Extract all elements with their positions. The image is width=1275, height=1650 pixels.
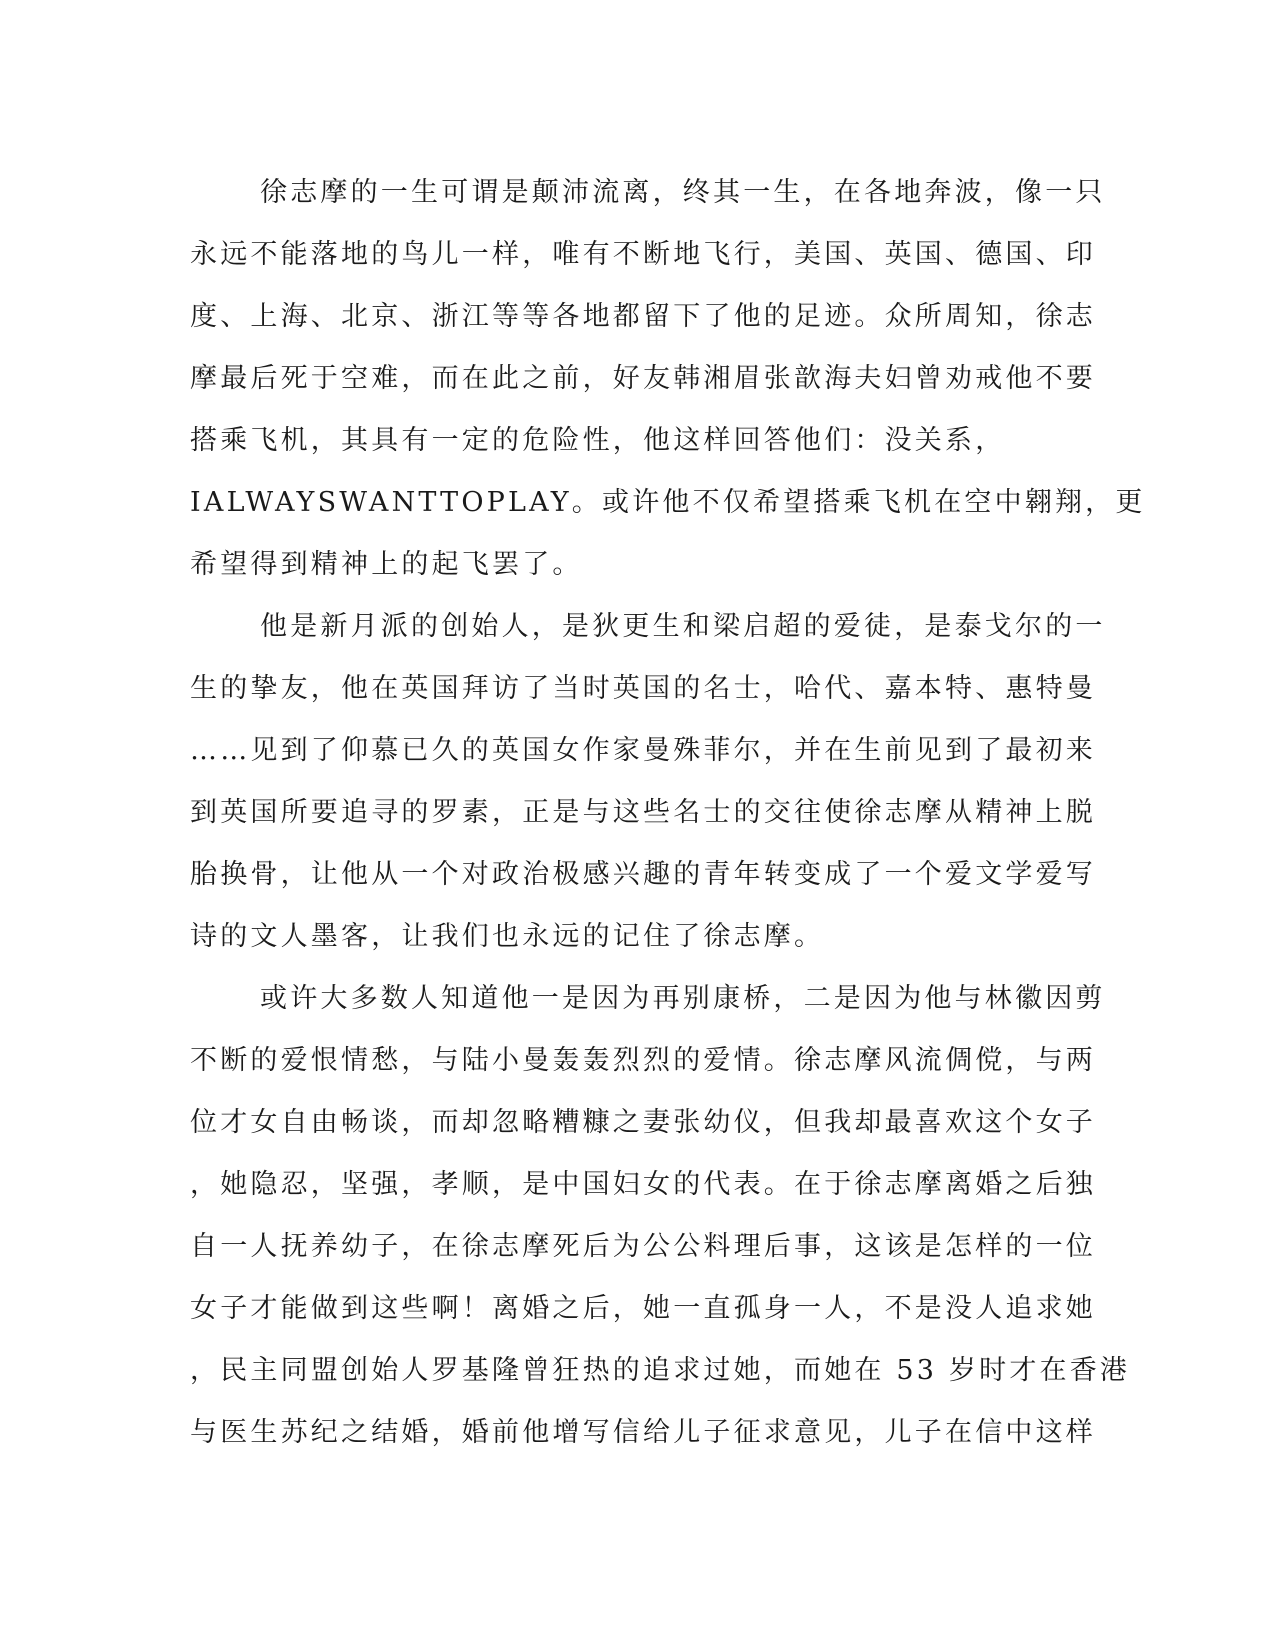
paragraph-2-line-1: 他是新月派的创始人，是狄更生和梁启超的爱徒，是泰戈尔的一: [260, 611, 1106, 642]
paragraph-3-line-2: 不断的爱恨情愁，与陆小曼轰轰烈烈的爱情。徐志摩风流倜傥，与两: [190, 1045, 1096, 1076]
paragraph-2-line-2: 生的挚友，他在英国拜访了当时英国的名士，哈代、嘉本特、惠特曼: [190, 673, 1096, 704]
document-body: [190, 162, 1146, 1464]
paragraph-1-line-7: 希望得到精神上的起飞罢了。: [190, 549, 583, 580]
paragraph-3-line-4: ，她隐忍，坚强，孝顺，是中国妇女的代表。在于徐志摩离婚之后独: [190, 1169, 1096, 1200]
paragraph-2-line-5: 胎换骨，让他从一个对政治极感兴趣的青年转变成了一个爱文学爱写: [190, 859, 1096, 890]
paragraph-3-line-7: ，民主同盟创始人罗基隆曾狂热的追求过她，而她在 53 岁时才在香港: [190, 1355, 1131, 1386]
paragraph-3-line-1: 或许大多数人知道他一是因为再别康桥，二是因为他与林徽因剪: [260, 983, 1106, 1014]
paragraph-2-line-3: ……见到了仰慕已久的英国女作家曼殊菲尔，并在生前见到了最初来: [190, 735, 1096, 766]
paragraph-3-line-6: 女子才能做到这些啊！离婚之后，她一直孤身一人，不是没人追求她: [190, 1293, 1096, 1324]
paragraph-1-line-3: 度、上海、北京、浙江等等各地都留下了他的足迹。众所周知，徐志: [190, 301, 1096, 332]
paragraph-2-line-4: 到英国所要追寻的罗素，正是与这些名士的交往使徐志摩从精神上脱: [190, 797, 1096, 828]
paragraph-2-line-6: 诗的文人墨客，让我们也永远的记住了徐志摩。: [190, 921, 825, 952]
paragraph-1-line-1: 徐志摩的一生可谓是颠沛流离，终其一生，在各地奔波，像一只: [260, 177, 1106, 208]
paragraph-3-line-8: 与医生苏纪之结婚，婚前他增写信给儿子征求意见，儿子在信中这样: [190, 1417, 1096, 1448]
paragraph-3-line-5: 自一人抚养幼子，在徐志摩死后为公公料理后事，这该是怎样的一位: [190, 1231, 1096, 1262]
paragraph-1-line-6: IALWAYSWANTTOPLAY。或许他不仅希望搭乘飞机在空中翱翔，更: [190, 487, 1146, 518]
paragraph-3-line-3: 位才女自由畅谈，而却忽略糟糠之妻张幼仪，但我却最喜欢这个女子: [190, 1107, 1096, 1138]
paragraph-1-line-2: 永远不能落地的鸟儿一样，唯有不断地飞行，美国、英国、德国、印: [190, 239, 1096, 270]
paragraph-1-line-5: 搭乘飞机，其具有一定的危险性，他这样回答他们：没关系，: [190, 425, 1006, 456]
paragraph-1-line-4: 摩最后死于空难，而在此之前，好友韩湘眉张歆海夫妇曾劝戒他不要: [190, 363, 1096, 394]
